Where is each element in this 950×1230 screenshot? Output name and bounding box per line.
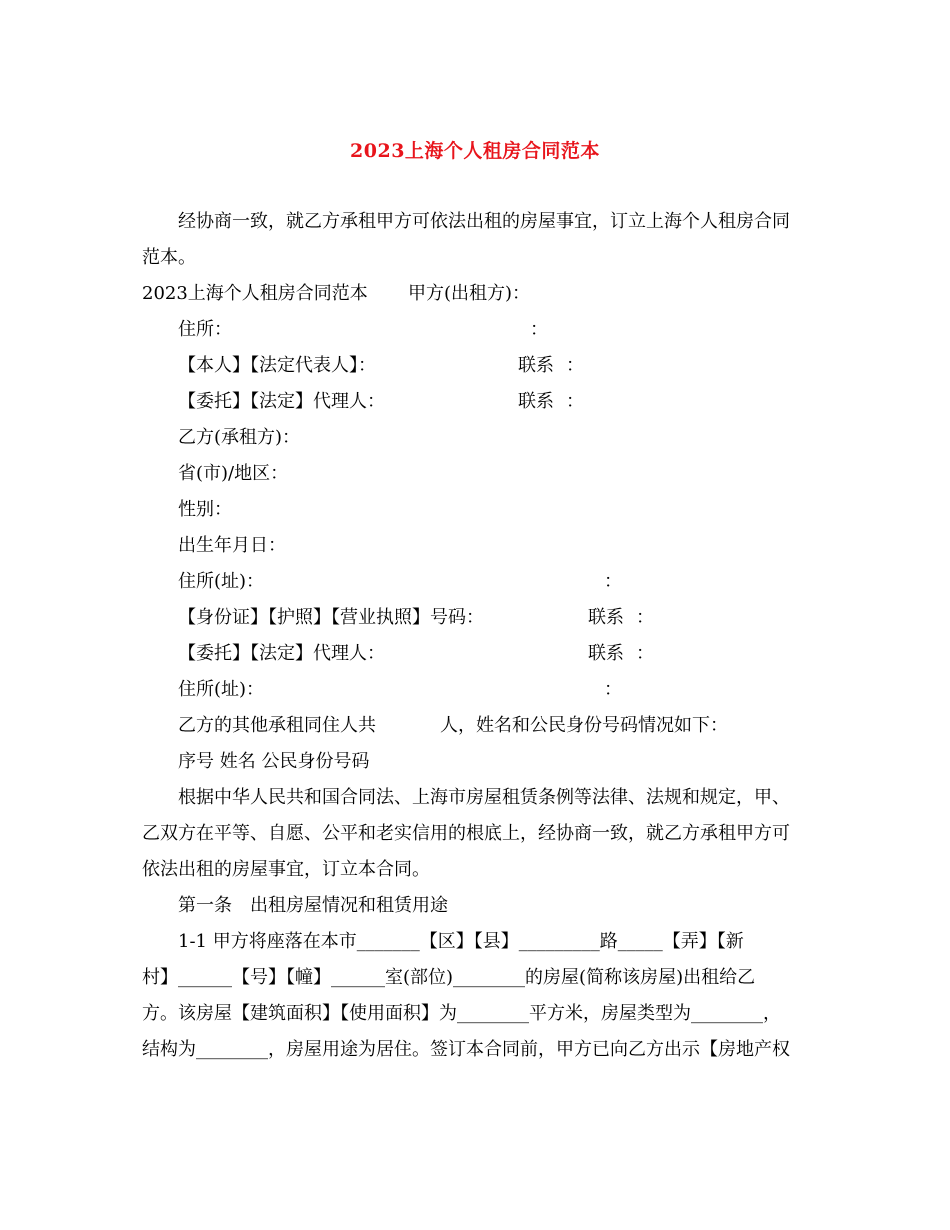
party-b-birth-row bbox=[142, 528, 814, 564]
party-a-address-row bbox=[142, 312, 814, 348]
party-a-rep-label: 【本人】【法定代表人】： bbox=[178, 355, 376, 376]
contact-label: 联系 bbox=[588, 643, 624, 664]
party-a-label: 甲方(出租方)： bbox=[408, 283, 531, 304]
party-b-row bbox=[142, 420, 814, 456]
colon: ： bbox=[604, 679, 622, 700]
colon: ： bbox=[566, 355, 584, 376]
party-a-rep-row bbox=[142, 348, 814, 384]
basis-line: 乙双方在平等、自愿、公平和老实信用的根底上，经协商一致，就乙方承租甲方可 bbox=[142, 823, 790, 844]
party-b-id-row bbox=[142, 600, 814, 636]
intro-line: 范本。 bbox=[142, 247, 196, 268]
party-a-agent-row bbox=[142, 384, 814, 420]
header-row bbox=[142, 276, 814, 312]
party-b-id-label: 【身份证】【护照】【营业执照】号码： bbox=[178, 607, 484, 628]
colon: ： bbox=[636, 607, 654, 628]
clause-1-1-line: 结构为________，房屋用途为居住。签订本合同前，甲方已向乙方出示【房地产权 bbox=[142, 1039, 790, 1060]
colon: ： bbox=[566, 391, 584, 412]
party-b-agent-label: 【委托】【法定】代理人： bbox=[178, 643, 385, 664]
basis-line: 依法出租的房屋事宜，订立本合同。 bbox=[142, 859, 430, 880]
cohabitants-row bbox=[142, 708, 814, 744]
contact-label: 联系 bbox=[588, 607, 624, 628]
party-b-label: 乙方(承租方)： bbox=[178, 427, 301, 448]
article-1-title: 第一条 出租房屋情况和租赁用途 bbox=[178, 895, 448, 916]
party-a-address-label: 住所： bbox=[178, 319, 232, 340]
clause-1-1-line: 方。该房屋【建筑面积】【使用面积】为________平方米，房屋类型为________， bbox=[142, 1003, 781, 1024]
contact-label: 联系 bbox=[518, 391, 554, 412]
party-b-gender-label: 性别： bbox=[178, 499, 232, 520]
document-body bbox=[142, 204, 814, 1068]
party-b-birth-label: 出生年月日： bbox=[178, 535, 286, 556]
cohabitants-table-header bbox=[142, 744, 814, 780]
table-header-text: 序号 姓名 公民身份号码 bbox=[178, 751, 370, 772]
colon: ： bbox=[604, 571, 622, 592]
colon: ： bbox=[530, 319, 548, 340]
contract-name-label: 2023上海个人租房合同范本 bbox=[142, 283, 368, 304]
party-b-agent-address-label: 住所(址)： bbox=[178, 679, 265, 700]
party-b-address-label: 住所(址)： bbox=[178, 571, 265, 592]
basis-line: 根据中华人民共和国合同法、上海市房屋租赁条例等法律、法规和规定，甲、 bbox=[178, 787, 790, 808]
party-b-address-row bbox=[142, 564, 814, 600]
clause-1-1-line: 村】______【号】【幢】______室(部位)________的房屋(简称该房屋)出租给乙 bbox=[142, 967, 756, 988]
contact-label: 联系 bbox=[518, 355, 554, 376]
clause-1-1-line: 1-1 甲方将座落在本市_______【区】【县】_________路_____【弄】【新 bbox=[178, 931, 744, 952]
party-b-agent-row bbox=[142, 636, 814, 672]
party-b-province-row bbox=[142, 456, 814, 492]
party-b-province-label: 省(市)/地区： bbox=[178, 463, 289, 484]
colon: ： bbox=[636, 643, 654, 664]
document-title: 2023上海个人租房合同范本 bbox=[350, 140, 600, 162]
party-a-agent-label: 【委托】【法定】代理人： bbox=[178, 391, 385, 412]
cohabitants-text-2: 人，姓名和公民身份号码情况如下： bbox=[440, 715, 728, 736]
intro-line: 经协商一致，就乙方承租甲方可依法出租的房屋事宜，订立上海个人租房合同 bbox=[178, 211, 790, 232]
cohabitants-text-1: 乙方的其他承租同住人共 bbox=[178, 715, 376, 736]
party-b-agent-address-row bbox=[142, 672, 814, 708]
party-b-gender-row bbox=[142, 492, 814, 528]
